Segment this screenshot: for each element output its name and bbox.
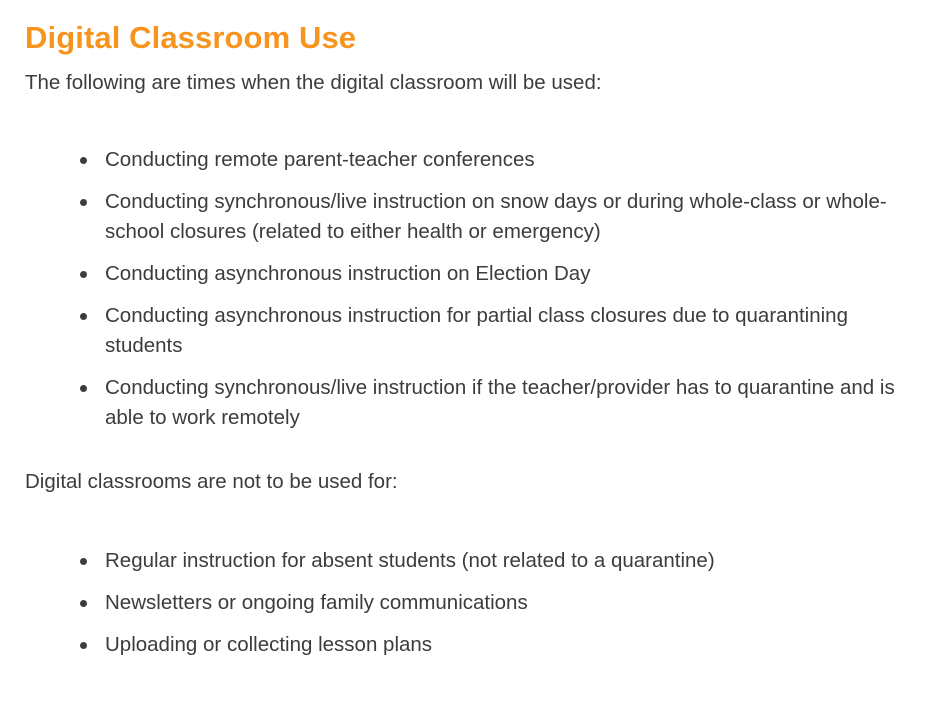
page-title: Digital Classroom Use xyxy=(25,20,357,55)
bullet-icon xyxy=(80,199,87,206)
list-item xyxy=(105,373,920,433)
list-item-text: Regular instruction for absent students (not related to a quarantine) xyxy=(105,549,715,572)
list-item-text: Conducting synchronous/live instruction if the teacher/provider has to quarantine and is able to work remotely xyxy=(105,376,895,429)
bullet-icon xyxy=(80,642,87,649)
list-item xyxy=(105,187,920,247)
bullet-icon xyxy=(80,313,87,320)
intro-paragraph: The following are times when the digital classroom will be used: xyxy=(25,71,602,94)
list-item xyxy=(105,630,920,660)
list-item-text: Conducting remote parent-teacher conferences xyxy=(105,148,535,171)
bullet-icon xyxy=(80,271,87,278)
bullet-icon xyxy=(80,558,87,565)
list-item xyxy=(105,145,920,175)
list-item xyxy=(105,546,920,576)
list-item-text: Newsletters or ongoing family communications xyxy=(105,591,528,614)
not-uses-list xyxy=(25,546,920,660)
bullet-icon xyxy=(80,157,87,164)
document-page xyxy=(25,18,920,672)
list-item-text: Conducting asynchronous instruction for partial class closures due to quarantining students xyxy=(105,304,848,357)
uses-list xyxy=(25,145,920,433)
bullet-icon xyxy=(80,385,87,392)
list-item-text: Conducting asynchronous instruction on Election Day xyxy=(105,262,591,285)
list-item-text: Conducting synchronous/live instruction on snow days or during whole-class or whole-school closures (related to either health or emergency) xyxy=(105,190,887,243)
bullet-icon xyxy=(80,600,87,607)
list-item xyxy=(105,588,920,618)
list-item-text: Uploading or collecting lesson plans xyxy=(105,633,433,656)
not-used-paragraph: Digital classrooms are not to be used for: xyxy=(25,470,398,493)
list-item xyxy=(105,301,920,361)
list-item xyxy=(105,259,920,289)
